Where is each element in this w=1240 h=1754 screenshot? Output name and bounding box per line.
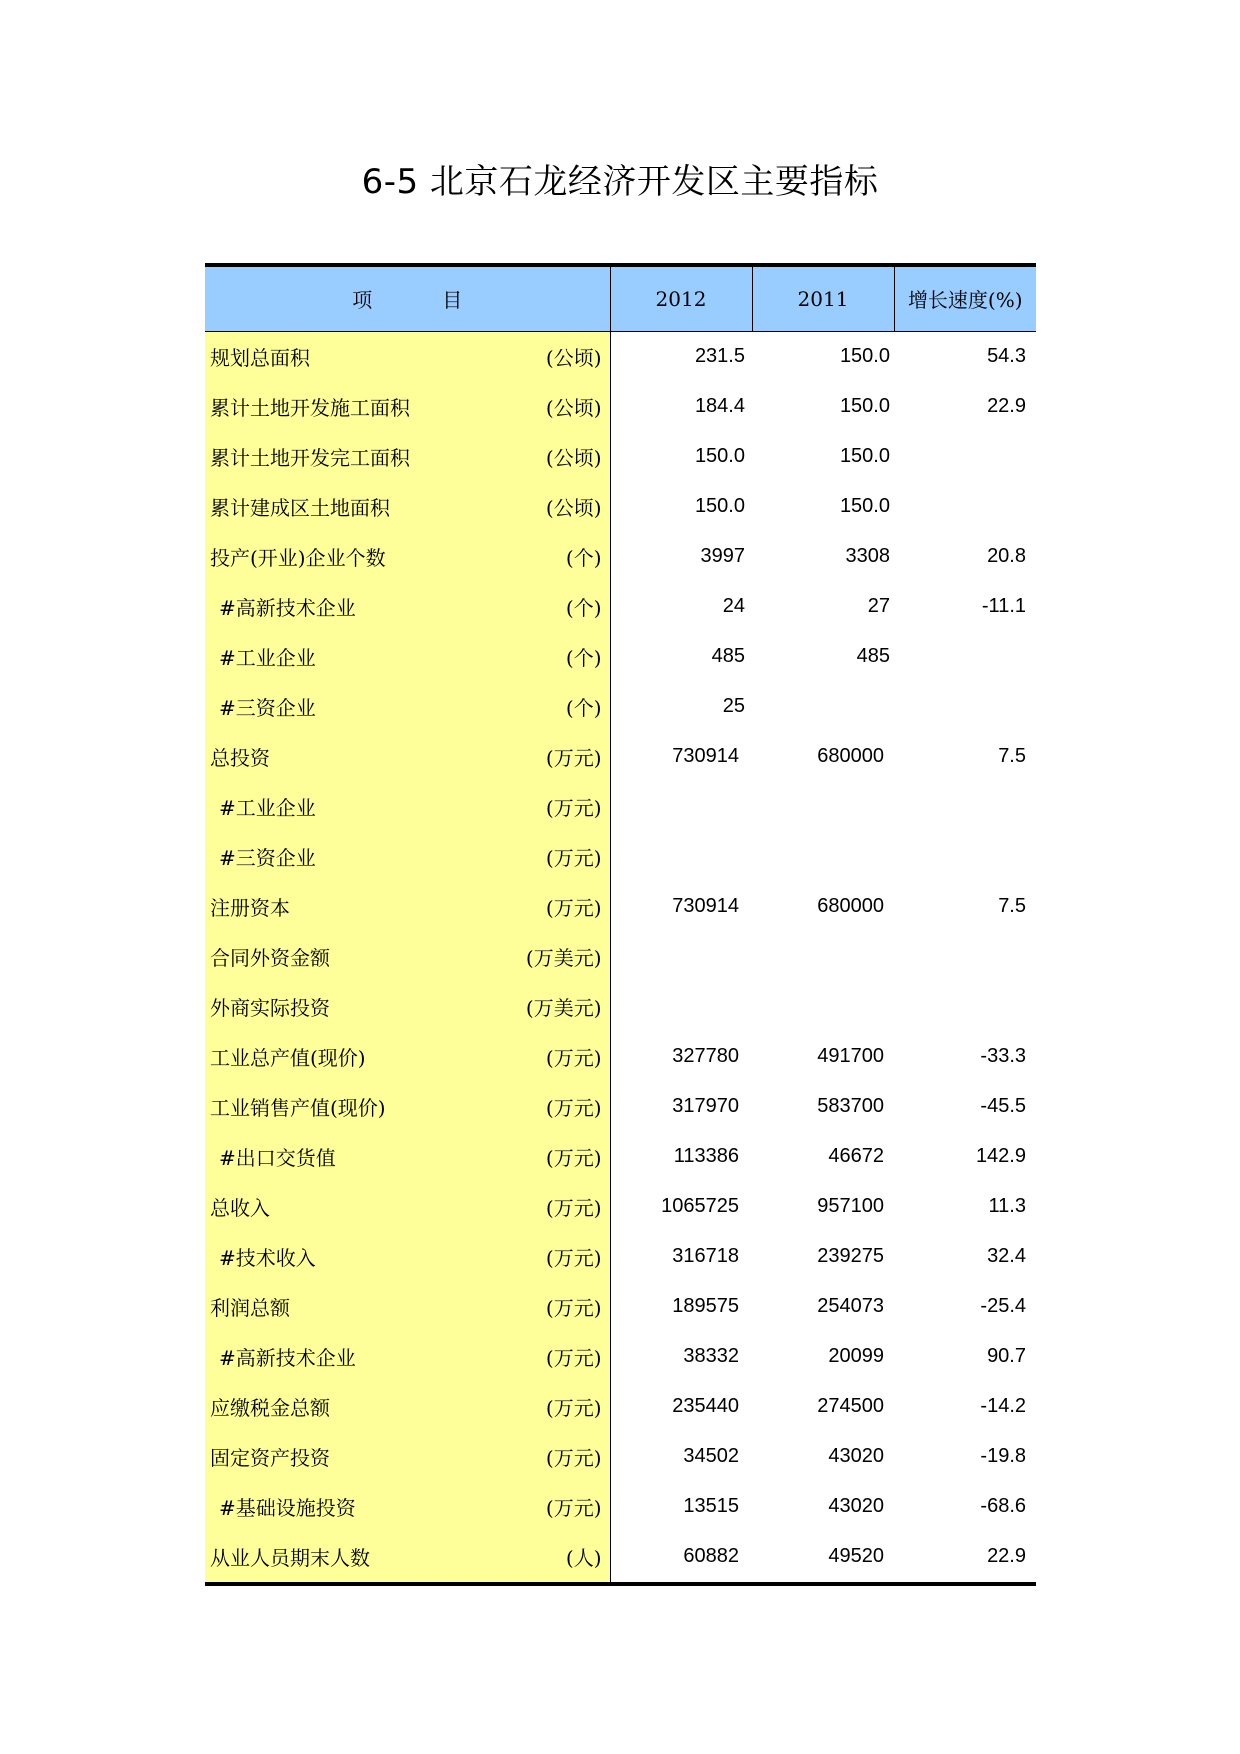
value-growth [894, 932, 1036, 982]
value-growth: 142.9 [975, 1145, 1026, 1167]
table-row [205, 832, 1036, 882]
header-item-right: 目 [442, 288, 463, 313]
value-growth [894, 982, 1036, 1032]
table-row [205, 932, 1036, 982]
table-row [205, 1482, 1036, 1532]
value-2012: 150.0 [694, 445, 745, 467]
row-name: 累计土地开发施工面积 [210, 396, 410, 420]
value-2012: 3997 [700, 545, 745, 567]
row-name: #基础设施投资 [219, 1496, 356, 1520]
row-name: #出口交货值 [219, 1146, 336, 1170]
value-2012: 25 [722, 695, 745, 717]
row-name: 利润总额 [210, 1296, 290, 1320]
row-item-cell [205, 882, 610, 932]
value-growth [894, 432, 1036, 482]
table-row [205, 1132, 1036, 1182]
value-growth: 22.9 [894, 1532, 1036, 1584]
row-unit: (万元) [545, 746, 602, 770]
value-2011: 43020 [828, 1445, 884, 1467]
table-row [205, 782, 1036, 832]
row-name: 总收入 [210, 1196, 270, 1220]
row-item-inner [205, 382, 610, 432]
row-item-cell [205, 1482, 610, 1532]
header-item-left: 项 [352, 288, 373, 313]
row-item-inner [205, 1132, 610, 1182]
value-2011: 43020 [828, 1495, 884, 1517]
value-2011 [752, 982, 894, 1032]
row-name: 规划总面积 [210, 346, 310, 370]
row-name: 合同外资金额 [210, 946, 330, 970]
row-item-cell [205, 1132, 610, 1182]
row-name: 工业销售产值(现价) [210, 1096, 386, 1120]
value-growth: -11.1 [981, 595, 1026, 617]
value-2011 [752, 832, 894, 882]
row-item-cell [205, 732, 610, 782]
value-2012: 184.4 [694, 395, 745, 417]
row-unit: (公顷) [545, 396, 602, 420]
row-item-cell [205, 832, 610, 882]
row-item-inner [205, 432, 610, 482]
value-growth: 20.8 [987, 545, 1026, 567]
table-row [205, 482, 1036, 532]
value-2012: 189575 [672, 1295, 739, 1317]
value-2011: 150.0 [839, 345, 890, 367]
row-name: #三资企业 [219, 846, 316, 870]
row-name: 外商实际投资 [210, 996, 330, 1020]
row-unit: (万元) [545, 896, 602, 920]
row-unit: (个) [565, 546, 602, 570]
row-item-inner [205, 1232, 610, 1282]
table-row [205, 1282, 1036, 1332]
value-2012: 34502 [683, 1445, 739, 1467]
row-name: 从业人员期末人数 [210, 1546, 370, 1570]
value-2011: 485 [856, 645, 890, 667]
table-row [205, 1032, 1036, 1082]
value-2011: 27 [867, 595, 890, 617]
table-header [205, 265, 1036, 331]
header-item [205, 265, 610, 331]
row-item-cell [205, 1382, 610, 1432]
row-name: 固定资产投资 [210, 1446, 330, 1470]
header-row [205, 265, 1036, 331]
value-2012: 235440 [672, 1395, 739, 1417]
value-2012: 730914 [672, 895, 739, 917]
row-unit: (万元) [545, 1346, 602, 1370]
row-item-inner [205, 1432, 610, 1482]
row-unit: (个) [565, 596, 602, 620]
row-item-inner [205, 1382, 610, 1432]
value-2011: 583700 [817, 1095, 884, 1117]
table-row [205, 432, 1036, 482]
row-unit: (个) [565, 696, 602, 720]
value-growth: -68.6 [980, 1495, 1026, 1517]
table-row [205, 331, 1036, 382]
value-2011: 46672 [828, 1145, 884, 1167]
row-unit: (公顷) [545, 346, 602, 370]
row-item-inner [205, 1032, 610, 1082]
table-row [205, 382, 1036, 432]
row-item-inner [205, 832, 610, 882]
row-unit: (万元) [545, 1296, 602, 1320]
value-growth [894, 832, 1036, 882]
value-2011 [752, 682, 894, 732]
table-row [205, 732, 1036, 782]
row-unit: (万元) [545, 1046, 602, 1070]
row-name: #高新技术企业 [219, 1346, 356, 1370]
value-2011: 150.0 [839, 495, 890, 517]
value-growth: 54.3 [987, 345, 1026, 367]
row-item-cell [205, 432, 610, 482]
page-title: 6-5 北京石龙经济开发区主要指标 [361, 162, 879, 202]
row-unit: (人) [565, 1546, 602, 1570]
value-2011: 254073 [817, 1295, 884, 1317]
value-growth: -25.4 [980, 1295, 1026, 1317]
value-2012: 24 [722, 595, 745, 617]
row-unit: (万元) [545, 846, 602, 870]
row-item-cell [205, 582, 610, 632]
value-2012: 730914 [672, 745, 739, 767]
value-2012: 327780 [672, 1045, 739, 1067]
row-unit: (万元) [545, 1096, 602, 1120]
row-item-cell [205, 1282, 610, 1332]
value-2011: 680000 [817, 745, 884, 767]
row-name: 注册资本 [210, 896, 290, 920]
row-item-cell [205, 1032, 610, 1082]
table-row [205, 1232, 1036, 1282]
row-unit: (万元) [545, 1496, 602, 1520]
row-item-cell [205, 1182, 610, 1232]
value-growth: -45.5 [980, 1095, 1026, 1117]
row-item-cell [205, 632, 610, 682]
row-item-cell [205, 982, 610, 1032]
table-row [205, 1532, 1036, 1584]
value-2012: 485 [711, 645, 745, 667]
row-unit: (万元) [545, 1146, 602, 1170]
row-item-inner [205, 1082, 610, 1132]
value-2012: 316718 [672, 1245, 739, 1267]
row-item-inner [205, 682, 610, 732]
row-unit: (公顷) [545, 446, 602, 470]
value-2012 [610, 982, 752, 1032]
row-item-inner [205, 582, 610, 632]
row-item-cell [205, 1082, 610, 1132]
row-item-inner [205, 1282, 610, 1332]
table-row [205, 532, 1036, 582]
value-2011: 150.0 [839, 395, 890, 417]
value-2012: 38332 [683, 1345, 739, 1367]
value-2011 [752, 932, 894, 982]
value-2011: 3308 [845, 545, 890, 567]
row-item-inner [205, 532, 610, 582]
row-item-cell [205, 331, 610, 382]
value-2012: 150.0 [694, 495, 745, 517]
value-growth: -33.3 [980, 1045, 1026, 1067]
row-item-inner [205, 482, 610, 532]
value-growth: 11.3 [988, 1195, 1026, 1217]
row-name: 累计土地开发完工面积 [210, 446, 410, 470]
row-unit: (万美元) [525, 996, 602, 1020]
value-growth [894, 782, 1036, 832]
row-name: 应缴税金总额 [210, 1396, 330, 1420]
row-item-inner [205, 882, 610, 932]
value-2012: 113386 [673, 1145, 739, 1167]
row-item-cell [205, 1532, 610, 1584]
row-name: 工业总产值(现价) [210, 1046, 366, 1070]
value-2012: 317970 [672, 1095, 739, 1117]
row-item-inner [205, 1482, 610, 1532]
value-2011 [752, 782, 894, 832]
value-growth: -19.8 [980, 1445, 1026, 1467]
row-name: 累计建成区土地面积 [210, 496, 390, 520]
row-name: #高新技术企业 [219, 596, 356, 620]
row-item-inner [205, 782, 610, 832]
row-name: #工业企业 [219, 796, 316, 820]
value-growth: 22.9 [987, 395, 1026, 417]
row-item-cell [205, 532, 610, 582]
value-growth: 90.7 [987, 1345, 1026, 1367]
value-2012 [610, 782, 752, 832]
table-row [205, 1082, 1036, 1132]
value-growth [894, 482, 1036, 532]
row-unit: (万元) [545, 1446, 602, 1470]
table-row [205, 632, 1036, 682]
table-row [205, 1432, 1036, 1482]
value-growth: 7.5 [998, 745, 1026, 767]
value-2011: 274500 [817, 1395, 884, 1417]
table-row [205, 582, 1036, 632]
value-2011: 957100 [817, 1195, 884, 1217]
row-unit: (万元) [545, 796, 602, 820]
indicators-table-wrap [205, 263, 1036, 1586]
row-item-inner [205, 332, 610, 382]
header-growth: 增长速度(%) [894, 265, 1036, 331]
table-row [205, 1182, 1036, 1232]
table-row [205, 1382, 1036, 1432]
row-name: #工业企业 [219, 646, 316, 670]
header-2012: 2012 [610, 265, 752, 331]
value-2011: 49520 [752, 1532, 894, 1584]
table-body [205, 331, 1036, 1584]
value-2012 [610, 932, 752, 982]
value-2011: 150.0 [839, 445, 890, 467]
row-name: 总投资 [210, 746, 270, 770]
row-item-cell [205, 1232, 610, 1282]
row-name: #三资企业 [219, 696, 316, 720]
header-2011: 2011 [752, 265, 894, 331]
value-2011: 491700 [817, 1045, 884, 1067]
row-item-inner [205, 632, 610, 682]
row-item-cell [205, 1432, 610, 1482]
value-growth [894, 632, 1036, 682]
row-item-inner [205, 932, 610, 982]
row-unit: (万美元) [525, 946, 602, 970]
value-2012: 13515 [683, 1495, 739, 1517]
row-item-cell [205, 682, 610, 732]
row-item-cell [205, 482, 610, 532]
table-row [205, 882, 1036, 932]
value-growth [894, 682, 1036, 732]
value-2011: 239275 [817, 1245, 884, 1267]
value-2011: 20099 [828, 1345, 884, 1367]
row-item-inner [205, 732, 610, 782]
value-growth: 32.4 [987, 1245, 1026, 1267]
value-2012: 60882 [610, 1532, 752, 1584]
row-unit: (万元) [545, 1246, 602, 1270]
row-name: #技术收入 [219, 1246, 316, 1270]
row-item-inner [205, 1332, 610, 1382]
value-growth: 7.5 [998, 895, 1026, 917]
table-row [205, 982, 1036, 1032]
value-growth: -14.2 [980, 1395, 1026, 1417]
row-item-inner [205, 1532, 610, 1582]
row-item-cell [205, 382, 610, 432]
value-2011: 680000 [817, 895, 884, 917]
value-2012: 1065725 [661, 1195, 739, 1217]
value-2012 [610, 832, 752, 882]
row-item-cell [205, 932, 610, 982]
row-item-inner [205, 982, 610, 1032]
table-row [205, 1332, 1036, 1382]
row-unit: (万元) [545, 1396, 602, 1420]
row-item-cell [205, 782, 610, 832]
row-name: 投产(开业)企业个数 [210, 546, 386, 570]
row-unit: (万元) [545, 1196, 602, 1220]
table-row [205, 682, 1036, 732]
row-unit: (个) [565, 646, 602, 670]
indicators-table [205, 263, 1036, 1586]
row-item-inner [205, 1182, 610, 1232]
row-unit: (公顷) [545, 496, 602, 520]
value-2012: 231.5 [694, 345, 745, 367]
row-item-cell [205, 1332, 610, 1382]
